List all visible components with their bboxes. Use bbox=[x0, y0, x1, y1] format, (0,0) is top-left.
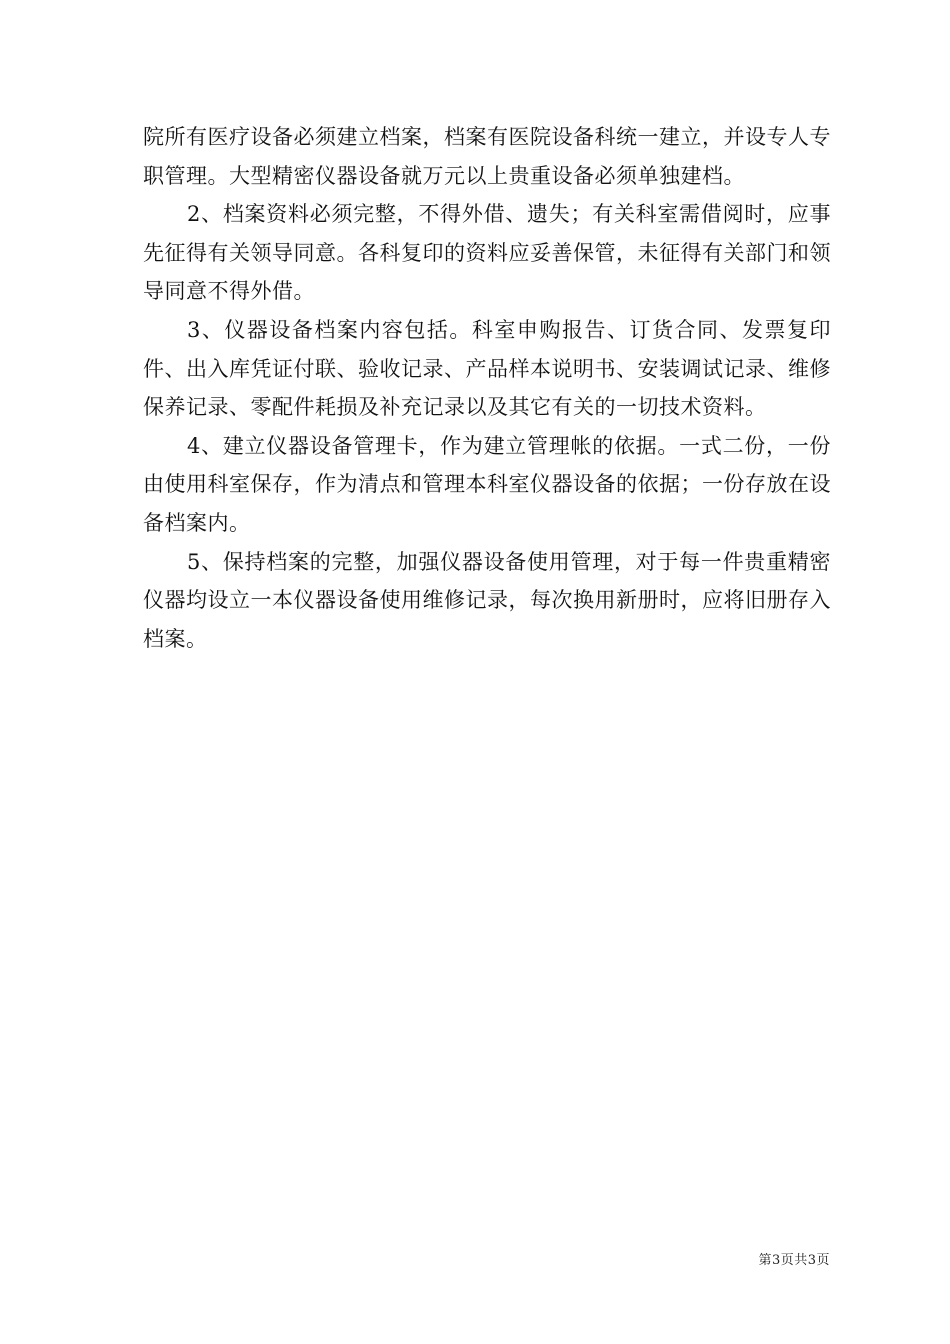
paragraph-item-4: 4、建立仪器设备管理卡，作为建立管理帐的依据。一式二份，一份由使用科室保存，作为清点和管理本科室仪器设备的依据；一份存放在设备档案内。 bbox=[143, 433, 831, 535]
paragraph-continuation: 院所有医疗设备必须建立档案，档案有医院设备科统一建立，并设专人专职管理。大型精密仪器设备就万元以上贵重设备必须单独建档。 bbox=[143, 125, 831, 188]
document-body bbox=[143, 118, 831, 658]
paragraph-item-3: 3、仪器设备档案内容包括。科室申购报告、订货合同、发票复印件、出入库凭证付联、验收记录、产品样本说明书、安装调试记录、维修保养记录、零配件耗损及补充记录以及其它有关的一切技术资料。 bbox=[143, 317, 831, 420]
paragraph-item-5: 5、保持档案的完整，加强仪器设备使用管理，对于每一件贵重精密仪器均设立一本仪器设备使用维修记录，每次换用新册时，应将旧册存入档案。 bbox=[143, 549, 831, 651]
page-number-footer: 第3页共3页 bbox=[758, 1253, 830, 1268]
paragraph-item-2: 2、档案资料必须完整，不得外借、遗失；有关科室需借阅时，应事先征得有关领导同意。各科复印的资料应妥善保管，未征得有关部门和领导同意不得外借。 bbox=[143, 202, 831, 304]
